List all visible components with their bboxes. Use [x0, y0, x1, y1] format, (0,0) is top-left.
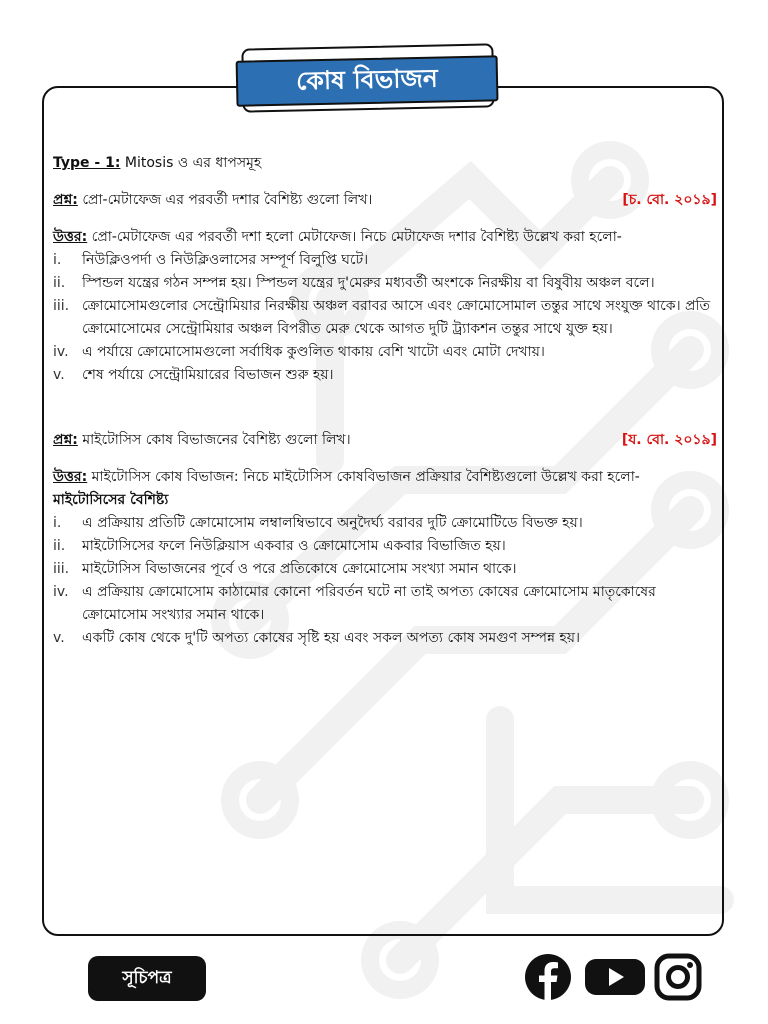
answer-2-subheading: মাইটোসিসের বৈশিষ্ট্য: [53, 492, 169, 508]
list-item: iii. মাইটোসিস বিভাজনের পূর্বে ও পরে প্রতিকোষে ক্রোমোসোম সংখ্যা সমান থাকে।: [53, 561, 517, 577]
list-item: iii. ক্রোমোসোমগুলোর সেন্ট্রোমিয়ার নিরক্ষীয় অঞ্চল বরাবর আসে এবং ক্রোমোসোমাল তন্তুর সাথে সংযুক্ত থাকে। প্রতি ক্রোমোসোমের সেন্ট্রোমিয়ার অঞ্চল বিপরীত মেরু থেকে আগত দুটি ট্র্যাকশন তন্তুর সাথে যুক্ত হয়।: [53, 298, 710, 337]
list-item: iv. এ পর্যায়ে ক্রোমোসোমগুলো সর্বাধিক কুণ্ডলিত থাকায় বেশি খাটো এবং মোটা দেখায়।: [53, 344, 545, 360]
question-1-text: প্রো-মেটাফেজ এর পরবর্তী দশার বৈশিষ্ট্য গুলো লিখ।: [82, 192, 373, 208]
page-title: কোষ বিভাজন: [236, 55, 499, 106]
answer-1: [53, 226, 717, 249]
youtube-icon[interactable]: [584, 953, 646, 1001]
content-body: [53, 150, 717, 650]
type-topic: Mitosis: [124, 155, 174, 171]
answer-1-list: [53, 249, 717, 387]
answer-2-text: মাইটোসিস কোষ বিভাজন: নিচে মাইটোসিস কোষবিভাজন প্রক্রিয়ার বৈশিষ্ট্যগুলো উল্লেখ করা হলো-: [91, 469, 640, 485]
instagram-icon[interactable]: [654, 953, 702, 1001]
answer-1-text: প্রো-মেটাফেজ এর পরবর্তী দশা হলো মেটাফেজ। নিচে মেটাফেজ দশার বৈশিষ্ট্য উল্লেখ করা হলো-: [91, 229, 622, 245]
question-2-board: [য. বো. ২০১৯]: [621, 432, 717, 448]
question-2: [53, 429, 717, 452]
answer-2-label: উত্তর:: [53, 469, 88, 485]
list-item: i. নিউক্লিওপর্দা ও নিউক্লিওলাসের সম্পূর্ণ বিলুপ্তি ঘটে।: [53, 252, 369, 268]
facebook-icon[interactable]: [520, 953, 576, 1001]
title-banner: [235, 43, 500, 115]
question-1-board: [চ. বো. ২০১৯]: [622, 192, 717, 208]
type-rest: ও এর ধাপসমূহ: [177, 155, 262, 171]
index-button[interactable]: সূচিপত্র: [88, 956, 206, 1001]
answer-2: [53, 466, 717, 489]
question-1-label: প্রশ্ন:: [53, 192, 78, 208]
list-item: i. এ প্রক্রিয়ায় প্রতিটি ক্রোমোসোম লম্বালম্বিভাবে অনুদৈর্ঘ্য বরাবর দুটি ক্রোমোটিডে বিভক্ত হয়।: [53, 515, 583, 531]
question-2-label: প্রশ্ন:: [53, 432, 78, 448]
list-item: v. একটি কোষ থেকে দু'টি অপত্য কোষের সৃষ্টি হয় এবং সকল অপত্য কোষ সমগুণ সম্পন্ন হয়।: [53, 630, 581, 646]
question-2-text: মাইটোসিস কোষ বিভাজনের বৈশিষ্ট্য গুলো লিখ।: [82, 432, 351, 448]
answer-1-label: উত্তর:: [53, 229, 88, 245]
type-heading: [53, 152, 717, 175]
answer-2-list: [53, 512, 717, 650]
list-item: iv. এ প্রক্রিয়ায় ক্রোমোসোম কাঠামোর কোনো পরিবর্তন ঘটে না তাই অপত্য কোষের ক্রোমোসোম মাতৃকোষের ক্রোমোসোম সংখ্যার সমান থাকে।: [53, 584, 656, 623]
question-1: [53, 189, 717, 212]
list-item: v. শেষ পর্যায়ে সেন্ট্রোমিয়ারের বিভাজন শুরু হয়।: [53, 367, 334, 383]
list-item: ii. মাইটোসিসের ফলে নিউক্লিয়াস একবার ও ক্রোমোসোম একবার বিভাজিত হয়।: [53, 538, 506, 554]
list-item: ii. স্পিন্ডল যন্ত্রের গঠন সম্পন্ন হয়। স্পিন্ডল যন্ত্রের দু'মেরুর মধ্যবর্তী অংশকে নিরক্ষীয় বা বিষুবীয় অঞ্চল বলে।: [53, 275, 655, 291]
type-label: Type - 1:: [53, 155, 121, 171]
